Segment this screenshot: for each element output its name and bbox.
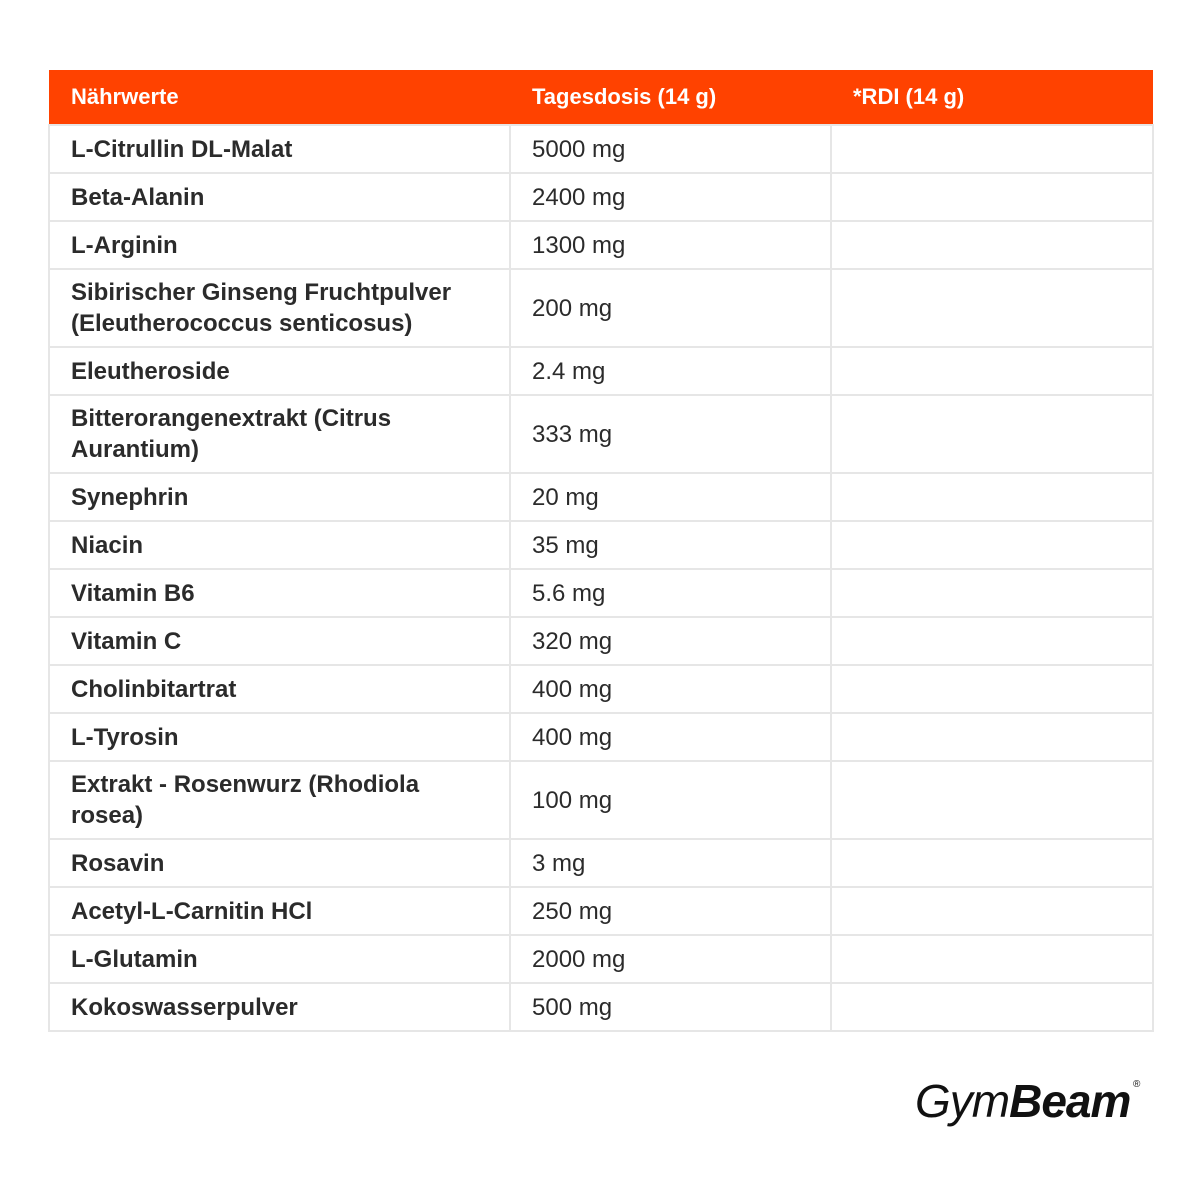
table-row — [49, 173, 1153, 221]
table-row — [49, 221, 1153, 269]
table-row — [49, 473, 1153, 521]
column-header-daily-dose: Tagesdosis (14 g) — [510, 70, 831, 125]
rdi-cell — [831, 347, 1153, 395]
table-row — [49, 347, 1153, 395]
daily-dose-cell: 320 mg — [510, 617, 831, 665]
daily-dose-cell: 400 mg — [510, 665, 831, 713]
rdi-cell — [831, 665, 1153, 713]
table-row — [49, 935, 1153, 983]
daily-dose-cell: 400 mg — [510, 713, 831, 761]
rdi-cell — [831, 395, 1153, 473]
logo-text-beam: Beam — [1009, 1075, 1131, 1127]
nutrient-name-cell: Sibirischer Ginseng Fruchtpulver (Eleutherococcus senticosus) — [49, 269, 510, 347]
table-row — [49, 269, 1153, 347]
table-row — [49, 839, 1153, 887]
rdi-cell — [831, 221, 1153, 269]
nutrient-name-cell: Vitamin C — [49, 617, 510, 665]
daily-dose-cell: 5000 mg — [510, 125, 831, 173]
nutrient-name-cell: Synephrin — [49, 473, 510, 521]
table-row — [49, 713, 1153, 761]
nutrient-name-cell: Cholinbitartrat — [49, 665, 510, 713]
gymbeam-logo — [915, 1075, 1141, 1127]
logo-text-gym: Gym — [915, 1075, 1010, 1127]
nutrient-name-cell: Eleutheroside — [49, 347, 510, 395]
daily-dose-cell: 500 mg — [510, 983, 831, 1031]
daily-dose-cell: 20 mg — [510, 473, 831, 521]
table-row — [49, 761, 1153, 839]
nutrient-name-cell: L-Citrullin DL-Malat — [49, 125, 510, 173]
nutrient-name-cell: Niacin — [49, 521, 510, 569]
table-row — [49, 617, 1153, 665]
table-row — [49, 521, 1153, 569]
nutrient-name-cell: Beta-Alanin — [49, 173, 510, 221]
table-row — [49, 665, 1153, 713]
table-row — [49, 887, 1153, 935]
rdi-cell — [831, 569, 1153, 617]
daily-dose-cell: 1300 mg — [510, 221, 831, 269]
rdi-cell — [831, 473, 1153, 521]
table-row — [49, 395, 1153, 473]
daily-dose-cell: 250 mg — [510, 887, 831, 935]
daily-dose-cell: 2.4 mg — [510, 347, 831, 395]
daily-dose-cell: 3 mg — [510, 839, 831, 887]
table-row — [49, 569, 1153, 617]
daily-dose-cell: 333 mg — [510, 395, 831, 473]
rdi-cell — [831, 617, 1153, 665]
registered-mark: ® — [1133, 1079, 1141, 1090]
daily-dose-cell: 100 mg — [510, 761, 831, 839]
nutrient-name-cell: Extrakt - Rosenwurz (Rhodiola rosea) — [49, 761, 510, 839]
rdi-cell — [831, 887, 1153, 935]
daily-dose-cell: 2000 mg — [510, 935, 831, 983]
nutrient-name-cell: Bitterorangenextrakt (Citrus Aurantium) — [49, 395, 510, 473]
table-row — [49, 983, 1153, 1031]
nutrient-name-cell: Kokoswasserpulver — [49, 983, 510, 1031]
table-body — [49, 125, 1153, 1031]
column-header-rdi: *RDI (14 g) — [831, 70, 1153, 125]
daily-dose-cell: 35 mg — [510, 521, 831, 569]
rdi-cell — [831, 521, 1153, 569]
daily-dose-cell: 2400 mg — [510, 173, 831, 221]
rdi-cell — [831, 269, 1153, 347]
nutrient-name-cell: L-Glutamin — [49, 935, 510, 983]
nutrient-name-cell: Acetyl-L-Carnitin HCl — [49, 887, 510, 935]
nutrition-table — [48, 70, 1154, 1032]
rdi-cell — [831, 935, 1153, 983]
daily-dose-cell: 5.6 mg — [510, 569, 831, 617]
rdi-cell — [831, 125, 1153, 173]
rdi-cell — [831, 839, 1153, 887]
nutrient-name-cell: Rosavin — [49, 839, 510, 887]
table-header-row — [49, 70, 1153, 125]
daily-dose-cell: 200 mg — [510, 269, 831, 347]
rdi-cell — [831, 983, 1153, 1031]
nutrient-name-cell: L-Tyrosin — [49, 713, 510, 761]
nutrient-name-cell: Vitamin B6 — [49, 569, 510, 617]
column-header-nutrients: Nährwerte — [49, 70, 510, 125]
table-row — [49, 125, 1153, 173]
rdi-cell — [831, 713, 1153, 761]
rdi-cell — [831, 761, 1153, 839]
rdi-cell — [831, 173, 1153, 221]
nutrient-name-cell: L-Arginin — [49, 221, 510, 269]
